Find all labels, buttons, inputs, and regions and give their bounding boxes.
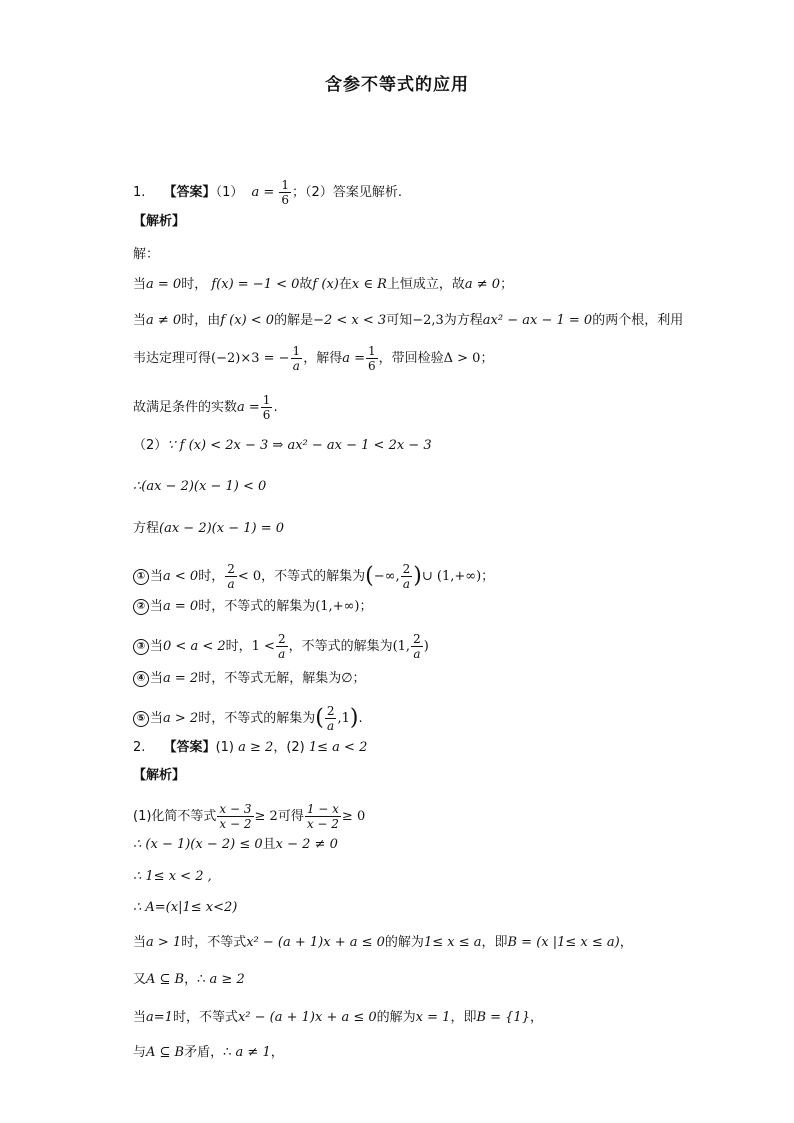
- text: ，(2): [273, 740, 305, 755]
- q1-number: 1.: [133, 185, 146, 200]
- math: (ax − 2)(x − 1) = 0: [159, 521, 285, 536]
- text: 的解是: [274, 313, 314, 328]
- math: 1≤ a < 2: [308, 740, 368, 755]
- math: 1≤ x ≤ a: [423, 935, 482, 950]
- q2-line1: [133, 802, 365, 831]
- den: a: [292, 359, 300, 373]
- text: 可知: [386, 313, 413, 328]
- q1-answer-tag: 【答案】: [163, 185, 216, 200]
- frac: [261, 393, 273, 422]
- text: .: [358, 711, 363, 726]
- frac-den: 6: [281, 193, 290, 207]
- q2-line6: [133, 971, 245, 989]
- math: A ⊆ B: [146, 1045, 185, 1060]
- text: ；: [359, 599, 373, 614]
- text: 故满足条件的实数: [133, 400, 238, 415]
- q1-case1: ① 当a < 0时， $\frac{2}{a}$ < 0，不等式的解集为(−∞, $\frac{2}{a}$ )∪ (1,+∞)；: [133, 562, 494, 591]
- math: ): [423, 639, 429, 654]
- text: ，: [529, 1010, 543, 1025]
- text: 时，: [181, 277, 208, 292]
- text: .: [273, 400, 278, 415]
- math: a ≠ 0: [146, 313, 182, 328]
- text: 当: [133, 1010, 147, 1025]
- text: ，不等式的解集为: [261, 569, 366, 584]
- text: ，不等式的解集为: [288, 639, 393, 654]
- q1-case3: [133, 632, 429, 661]
- math: a = 0: [163, 599, 199, 614]
- math: (−2)×3 = −: [211, 351, 290, 366]
- frac: [366, 344, 378, 373]
- text: ，: [270, 1045, 284, 1060]
- num: 1 − x: [306, 802, 339, 816]
- q1-analysis-tag: 【解析】: [133, 214, 186, 229]
- text: 时，由: [181, 313, 221, 328]
- frac: [325, 704, 337, 733]
- num: 1: [292, 344, 301, 358]
- frac: [291, 344, 303, 373]
- case-marker: ④: [133, 671, 149, 687]
- page-title: 含参不等式的应用: [325, 75, 469, 95]
- math: a = 0: [146, 277, 182, 292]
- case-marker: ①: [133, 569, 149, 585]
- text: 时，不等式: [172, 1010, 238, 1025]
- text: (1)化简不等式: [133, 809, 217, 824]
- math: ≥ 0: [341, 809, 366, 824]
- math: A ⊆ B: [146, 972, 185, 987]
- text: ，即: [481, 935, 508, 950]
- text: （2）: [133, 438, 168, 453]
- q2-line5: [133, 934, 633, 952]
- q1-line1: 当a = 0时， f(x) = −1 < 0故f (x)在x ∈ R上恒成立，故a ≠ 0；: [133, 277, 514, 292]
- text: 又: [133, 972, 147, 987]
- math: f (x) < 0: [220, 313, 275, 328]
- q1-part2: ；（2）答案见解析.: [292, 185, 402, 200]
- math: ax² − ax − 1 = 0: [482, 313, 593, 328]
- text: 当: [133, 313, 147, 328]
- text: 韦达定理可得: [133, 351, 212, 366]
- math: ∴ (x − 1)(x − 2) ≤ 0: [133, 837, 263, 852]
- math: ∪ (1,+∞): [421, 569, 482, 584]
- text: 当: [150, 569, 164, 584]
- q1-line7: [133, 520, 284, 538]
- text: ；: [352, 671, 366, 686]
- math: ∴ 1≤ x < 2 ,: [133, 869, 212, 884]
- num: 2: [413, 632, 421, 646]
- math: a < 0: [163, 569, 199, 584]
- text: 可得: [277, 809, 304, 824]
- math: 1 <: [251, 639, 275, 654]
- math: x − 2 ≠ 0: [275, 837, 338, 852]
- text: 的解为: [376, 1010, 416, 1025]
- text: 且: [262, 837, 276, 852]
- text: 时，不等式无解，解集为: [198, 671, 342, 686]
- text: 时，: [198, 569, 225, 584]
- q1-line5: [133, 437, 432, 455]
- num: 2: [277, 632, 286, 646]
- q2-analysis-tag: 【解析】: [133, 768, 186, 783]
- text: 为方程: [443, 313, 483, 328]
- frac: [411, 632, 423, 661]
- text: 故: [299, 277, 313, 292]
- math: ∴(ax − 2)(x − 1) < 0: [133, 479, 267, 494]
- math: ∵ f (x) < 2x − 3 ⇒ ax² − ax − 1 < 2x − 3: [167, 438, 432, 453]
- q1-solve: 解：: [133, 247, 160, 262]
- math: ≥ 2: [254, 809, 278, 824]
- text: 方程: [133, 521, 160, 536]
- math: −∞,: [373, 569, 400, 584]
- q2-line7: [133, 1009, 543, 1027]
- text: 时，不等式: [181, 935, 247, 950]
- math: −2 < x < 3: [313, 313, 387, 328]
- num: 1: [262, 393, 271, 407]
- math: a =: [342, 351, 365, 366]
- q2-line8: [133, 1044, 284, 1062]
- frac: [305, 802, 341, 831]
- q1-a-eq: a =: [251, 185, 275, 200]
- text: 当: [133, 277, 147, 292]
- den: x − 2: [219, 817, 252, 831]
- text: ，即: [450, 1010, 477, 1025]
- text: 的解为: [384, 935, 424, 950]
- q1-line2: [133, 312, 683, 330]
- text: 当: [150, 711, 164, 726]
- math: a ≠ 1: [235, 1045, 271, 1060]
- q2-answer-line: [133, 739, 367, 757]
- math: < 0: [237, 569, 262, 584]
- den: a: [278, 647, 286, 661]
- text: 在: [338, 277, 352, 292]
- den: 6: [262, 408, 271, 422]
- case-marker: ②: [133, 599, 149, 615]
- text: ，: [619, 935, 633, 950]
- text: 当: [150, 599, 164, 614]
- text: ；: [481, 569, 495, 584]
- math: a =: [237, 400, 260, 415]
- math: a ≠ 0: [464, 277, 501, 292]
- text: 矛盾，∴: [184, 1045, 232, 1060]
- text: 时，不等式的解集为: [198, 599, 316, 614]
- text: ，解得: [303, 351, 343, 366]
- num: 2: [402, 562, 411, 576]
- frac: [276, 632, 288, 661]
- den: a: [402, 577, 411, 591]
- math: (1,: [392, 639, 411, 654]
- text: 时，不等式的解集为: [198, 711, 316, 726]
- math: ∅: [341, 671, 353, 686]
- q2-line4: [133, 899, 237, 917]
- den: 6: [367, 359, 376, 373]
- text: 时，: [225, 639, 252, 654]
- math: B = (x |1≤ x ≤ a): [507, 935, 620, 950]
- text: 上恒成立，故: [386, 277, 465, 292]
- text: ，∴: [184, 972, 206, 987]
- q1-case2: [133, 598, 373, 616]
- q1-answer-line: [133, 178, 402, 207]
- case-marker: ③: [133, 639, 149, 655]
- q1-line6: [133, 478, 266, 496]
- math: x² − (a + 1)x + a ≤ 0: [246, 935, 385, 950]
- math: x ∈ R: [351, 277, 387, 292]
- num: x − 3: [219, 802, 252, 816]
- text: 与: [133, 1045, 147, 1060]
- frac: [217, 802, 253, 831]
- math: Δ > 0: [443, 351, 481, 366]
- text: ；: [480, 351, 494, 366]
- num: 2: [227, 562, 235, 576]
- frac: [225, 562, 237, 591]
- math: 0 < a < 2: [163, 639, 226, 654]
- text: 当: [150, 671, 164, 686]
- text: 当: [133, 935, 147, 950]
- q1-case5: ⑤ 当a > 2时，不等式的解集为( $\frac{2}{a}$ ,1).: [133, 704, 363, 733]
- math: x = 1: [415, 1010, 451, 1025]
- math: −2,3: [412, 313, 444, 328]
- math: B = {1}: [476, 1010, 530, 1025]
- den: a: [227, 577, 235, 591]
- text: 的两个根，利用: [592, 313, 684, 328]
- q1-line3: [133, 344, 493, 373]
- q1-case4: [133, 670, 366, 688]
- q2-answer-tag: 【答案】: [163, 740, 216, 755]
- frac-num: 1: [281, 178, 290, 192]
- math: a > 2: [163, 711, 199, 726]
- text: 当: [150, 639, 164, 654]
- den: x − 2: [306, 817, 339, 831]
- num: 1: [367, 344, 376, 358]
- math: ,1: [337, 711, 350, 726]
- q2-line2: [133, 836, 338, 854]
- math: a = 2: [163, 671, 199, 686]
- text: (1): [215, 740, 234, 755]
- math: a ≥ 2: [238, 740, 274, 755]
- math: a > 1: [146, 935, 182, 950]
- den: a: [413, 647, 421, 661]
- q1-answer-frac: [279, 178, 291, 207]
- num: 2: [326, 704, 335, 718]
- math: f (x): [312, 277, 339, 292]
- math: ∴ A=(x|1≤ x<2): [133, 900, 238, 915]
- math: x² − (a + 1)x + a ≤ 0: [237, 1010, 377, 1025]
- q1-part1: （1）: [215, 185, 244, 200]
- math: a ≥ 2: [209, 972, 245, 987]
- math: f(x) = −1 < 0: [211, 277, 300, 292]
- frac: [401, 562, 413, 591]
- case-marker: ⑤: [133, 711, 149, 727]
- math: (1,+∞): [315, 599, 360, 614]
- q1-line4: [133, 393, 278, 422]
- den: a: [327, 719, 335, 733]
- math: a=1: [146, 1010, 173, 1025]
- q2-line3: [133, 868, 212, 886]
- text: ，带回检验: [378, 351, 444, 366]
- q2-number: 2.: [133, 740, 146, 755]
